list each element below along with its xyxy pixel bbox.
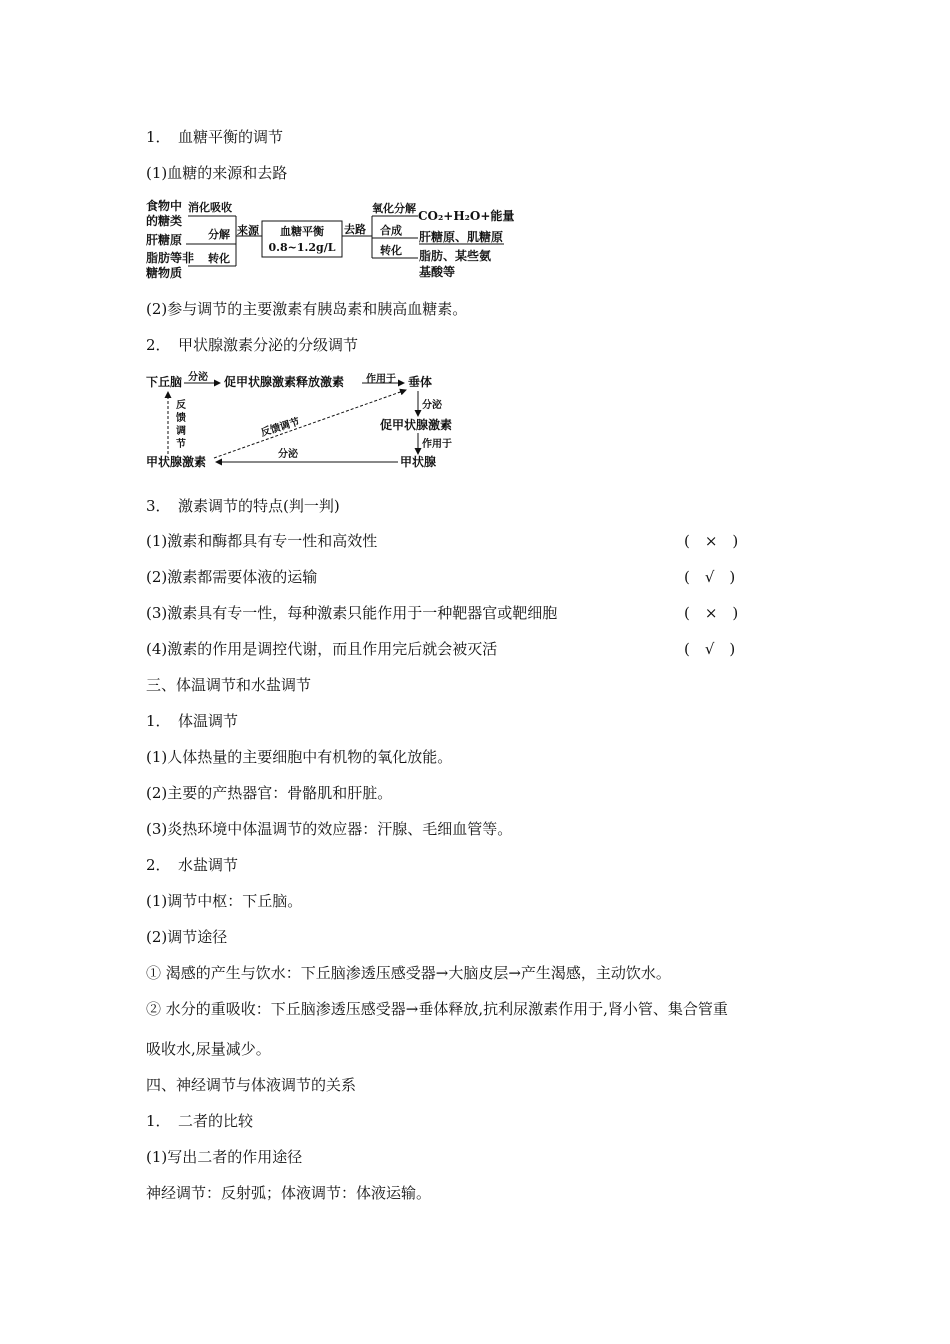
label-oxidation: 氧化分解 [372, 202, 416, 215]
label-digest-absorb: 消化吸收 [188, 201, 232, 214]
water-salt-item-2: (2)调节途径 [146, 928, 228, 946]
comparison-item-1: (1)写出二者的作用途径 [146, 1148, 303, 1166]
water-salt-pathway-2: ② 水分的重吸收：下丘脑渗透压感受器→垂体释放,抗利尿激素作用于,肾小管、集合管重 [146, 1000, 728, 1018]
heading-water-salt: 2． 水盐调节 [146, 856, 239, 874]
body-temp-item-2: (2)主要的产热器官：骨骼肌和肝脏。 [146, 784, 393, 802]
feedback-char-4: 节 [176, 439, 186, 450]
source-liver-glycogen: 肝糖原 [146, 233, 183, 247]
section-4-title: 四、神经调节与体液调节的关系 [146, 1076, 357, 1094]
judge-mark-1: ( × ) [684, 532, 739, 550]
node-hypothalamus: 下丘脑 [146, 375, 183, 389]
comparison-answer: 神经调节：反射弧；体液调节：体液运输。 [146, 1184, 432, 1202]
feedback-char-2: 馈 [176, 413, 186, 424]
label-source: 来源 [237, 224, 259, 237]
center-range: 0.8~1.2g/L [268, 241, 336, 254]
label-secrete-1: 分泌 [188, 372, 208, 383]
heading-body-temp: 1． 体温调节 [146, 712, 239, 730]
label-synthesis: 合成 [380, 224, 402, 237]
dest-fat-amino-2: 基酸等 [419, 265, 456, 279]
feedback-char-1: 反 [176, 400, 186, 411]
label-convert-in: 转化 [208, 252, 230, 265]
heading-blood-sugar: 1． 血糖平衡的调节 [146, 128, 284, 146]
heading-thyroid: 2． 甲状腺激素分泌的分级调节 [146, 336, 359, 354]
label-secrete-3: 分泌 [278, 449, 298, 460]
dest-glycogen: 肝糖原、肌糖原 [419, 230, 504, 244]
judge-mark-2: ( √ ) [684, 568, 736, 586]
judge-item-4: (4)激素的作用是调控代谢，而且作用完后就会被灭活 [146, 640, 498, 658]
body-temp-item-3: (3)炎热环境中体温调节的效应器：汗腺、毛细血管等。 [146, 820, 513, 838]
node-pituitary: 垂体 [408, 375, 433, 389]
water-salt-item-1: (1)调节中枢：下丘脑。 [146, 892, 303, 910]
dest-co2-water-energy: CO₂+H₂O+能量 [418, 209, 515, 223]
node-thyroxine: 甲状腺激素 [146, 455, 207, 469]
water-salt-pathway-2-cont: 吸收水,尿量减少。 [146, 1040, 271, 1058]
dest-fat-amino-1: 脂肪、某些氨 [419, 249, 492, 263]
subheading-blood-sugar-source: (1)血糖的来源和去路 [146, 164, 288, 182]
label-acts-on-2: 作用于 [422, 439, 452, 450]
heading-hormone-features: 3． 激素调节的特点(判一判) [146, 497, 340, 515]
water-salt-pathway-1: ① 渴感的产生与饮水：下丘脑渗透压感受器→大脑皮层→产生渴感，主动饮水。 [146, 964, 671, 982]
node-trh: 促甲状腺激素释放激素 [224, 375, 345, 389]
judge-item-1: (1)激素和酶都具有专一性和高效性 [146, 532, 378, 550]
body-temp-item-1: (1)人体热量的主要细胞中有机物的氧化放能。 [146, 748, 453, 766]
hormones-line: (2)参与调节的主要激素有胰岛素和胰高血糖素。 [146, 300, 468, 318]
node-tsh: 促甲状腺激素 [380, 418, 453, 432]
label-acts-on-1: 作用于 [366, 374, 396, 385]
node-thyroid: 甲状腺 [400, 455, 437, 469]
label-convert-out: 转化 [380, 244, 402, 257]
label-feedback: 反馈调节 [259, 416, 302, 439]
center-title: 血糖平衡 [280, 225, 324, 238]
thyroid-regulation-diagram [140, 366, 480, 474]
judge-item-2: (2)激素都需要体液的运输 [146, 568, 318, 586]
label-secrete-2: 分泌 [422, 400, 442, 411]
label-decompose: 分解 [208, 228, 230, 241]
blood-sugar-diagram [140, 196, 520, 286]
section-3-title: 三、体温调节和水盐调节 [146, 676, 312, 694]
judge-mark-4: ( √ ) [684, 640, 736, 658]
heading-comparison: 1． 二者的比较 [146, 1112, 254, 1130]
label-destination: 去路 [344, 223, 366, 236]
source-food-2: 的糖类 [146, 214, 183, 228]
feedback-char-3: 调 [176, 426, 186, 437]
source-nonsugar-1: 脂肪等非 [146, 251, 195, 265]
judge-item-3: (3)激素具有专一性，每种激素只能作用于一种靶器官或靶细胞 [146, 604, 558, 622]
judge-mark-3: ( × ) [684, 604, 739, 622]
source-food-1: 食物中 [146, 199, 183, 213]
source-nonsugar-2: 糖物质 [146, 266, 183, 280]
